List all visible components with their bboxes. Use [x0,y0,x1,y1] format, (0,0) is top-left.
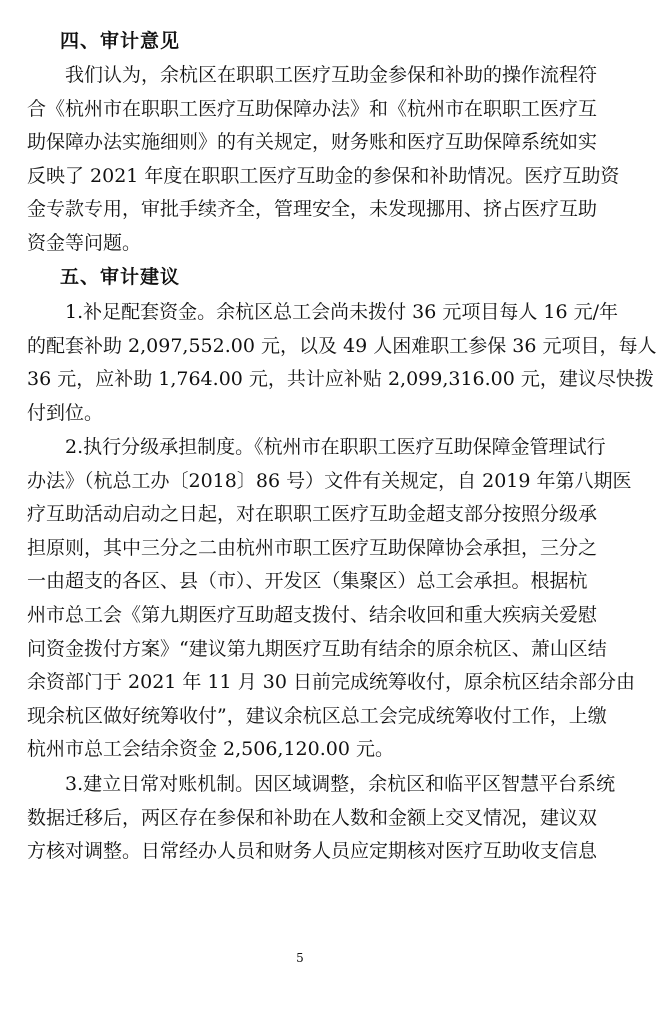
text-line: 1.补足配套资金。余杭区总工会尚未拨付 36 元项目每人 16 元/年 [65,301,619,323]
page-number: 5 [296,951,304,965]
text-line: 付到位。 [27,401,104,424]
paragraph-suggestion-2 [27,431,635,767]
text-line: 州市总工会《第九期医疗互助超支拨付、结余收回和重大疾病关爱慰 [27,603,598,626]
text-line: 数据迁移后，两区存在参保和补助在人数和金额上交叉情况，建议双 [27,806,598,829]
text-line: 的配套补助 2,097,552.00 元，以及 49 人困难职工参保 36 元项目，每人 [27,334,657,357]
text-line: 反映了 2021 年度在职职工医疗互助金的参保和补助情况。医疗互助资 [27,164,620,187]
section-heading-audit-suggestions: 五、审计建议 [60,266,181,288]
text-line: 3.建立日常对账机制。因区域调整，余杭区和临平区智慧平台系统 [65,773,616,795]
text-line: 余资部门于 2021 年 11 月 30 日前完成统筹收付，原余杭区结余部分由 [27,671,635,694]
text-line: 资金等问题。 [27,231,142,254]
text-line: 我们认为，余杭区在职职工医疗互助金参保和补助的操作流程符 [65,64,598,86]
text-line: 问资金拨付方案》“建议第九期医疗互助有结余的原余杭区、萧山区结 [27,637,607,660]
text-line: 担原则，其中三分之二由杭州市职工医疗互助保障协会承担，三分之 [27,536,598,559]
text-line: 方核对调整。日常经办人员和财务人员应定期核对医疗互助收支信息 [27,840,598,863]
text-line: 疗互助活动启动之日起，对在职职工医疗互助金超支部分按照分级承 [27,503,598,526]
paragraph-suggestion-1 [27,296,657,430]
text-line: 金专款专用，审批手续齐全，管理安全，未发现挪用、挤占医疗互助 [27,198,598,221]
text-line: 办法》（杭总工办〔2018〕86 号）文件有关规定，自 2019 年第八期医 [27,469,632,492]
text-line: 36 元，应补助 1,764.00 元，共计应补贴 2,099,316.00 元，建议尽快拨 [27,368,654,391]
paragraph-suggestion-3 [27,768,616,869]
text-line: 助保障办法实施细则》的有关规定，财务账和医疗互助保障系统如实 [27,131,598,154]
text-line: 杭州市总工会结余资金 2,506,120.00 元。 [27,738,394,761]
paragraph-audit-opinion [27,59,620,261]
text-line: 合《杭州市在职职工医疗互助保障办法》和《杭州市在职职工医疗互 [27,97,598,120]
text-line: 现余杭区做好统筹收付”，建议余杭区总工会完成统筹收付工作，上缴 [27,704,607,727]
text-line: 2.执行分级承担制度。《杭州市在职职工医疗互助保障金管理试行 [65,436,606,458]
text-line: 一由超支的各区、县（市）、开发区（集聚区）总工会承担。根据杭 [27,570,588,593]
section-heading-audit-opinion: 四、审计意见 [60,30,181,52]
